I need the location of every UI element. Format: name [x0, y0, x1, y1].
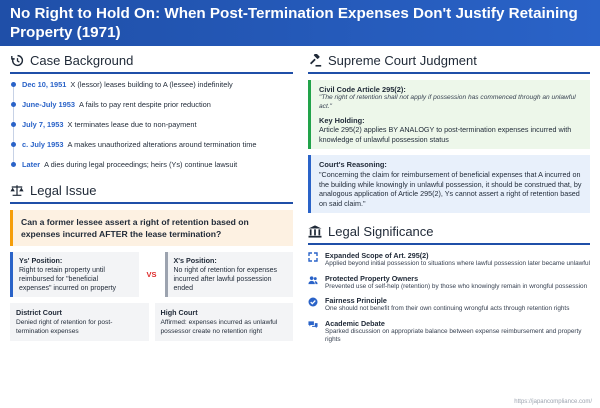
timeline-item	[22, 160, 293, 169]
timeline-date: Dec 10, 1951	[22, 80, 67, 89]
page-title: No Right to Hold On: When Post-Termination Expenses Don't Justify Retaining Property (1971)	[10, 5, 578, 41]
holding-text: Article 295(2) applies BY ANALOGY to post-termination expenses incurred with knowledge of unlawful possession status	[319, 125, 572, 144]
divider	[10, 72, 293, 74]
legal-question-box	[10, 210, 293, 246]
significance-item-text: Applied beyond initial possession to situations where lawful possession later became unlawful	[325, 260, 591, 268]
divider	[10, 202, 293, 204]
landmark-icon	[308, 224, 322, 238]
timeline-date: June-July 1953	[22, 100, 75, 109]
legal-question: Can a former lessee assert a right of retention based on expenses incurred AFTER the lease termination?	[21, 217, 249, 239]
high-court-box	[155, 303, 294, 341]
timeline-dot	[11, 122, 16, 127]
x-position-text: No right of retention for expenses incurred after lawful possession ended	[173, 267, 278, 292]
timeline-dot	[11, 162, 16, 167]
history-icon	[10, 53, 24, 67]
divider	[308, 72, 590, 74]
ys-position-title: Ys' Position:	[19, 256, 63, 265]
high-court-title: High Court	[160, 308, 198, 317]
significance-item-title: Protected Property Owners	[325, 273, 419, 283]
users-icon	[308, 275, 318, 285]
timeline-item	[22, 80, 293, 89]
case-background-title: Case Background	[30, 52, 134, 68]
timeline	[10, 80, 293, 169]
check-icon	[308, 297, 318, 307]
vs-label: VS	[146, 270, 157, 279]
timeline-dot	[11, 82, 16, 87]
significance-item	[308, 319, 590, 345]
significance-item-title: Expanded Scope of Art. 295(2)	[325, 251, 429, 261]
x-position-box	[165, 252, 294, 297]
timeline-item	[22, 120, 293, 129]
left-column	[10, 50, 293, 341]
holding-box	[308, 80, 590, 149]
case-background-header	[10, 50, 293, 70]
significance-item	[308, 274, 590, 291]
timeline-text: A fails to pay rent despite prior reduction	[79, 100, 211, 109]
significance-item-title: Academic Debate	[325, 318, 385, 328]
significance-item	[308, 251, 590, 268]
district-court-title: District Court	[16, 308, 62, 317]
article-label: Civil Code Article 295(2):	[319, 85, 406, 94]
chat-icon	[308, 320, 318, 330]
district-court-box	[10, 303, 149, 341]
reasoning-box	[308, 155, 590, 213]
ys-position-text: Right to retain property until reimbursed for "beneficial expenses" incurred on property	[19, 267, 117, 292]
holding-label: Key Holding:	[319, 116, 365, 125]
significance-item-text: One should not benefit from their own continuing wrongful acts through retention rights	[325, 305, 570, 313]
timeline-dot	[11, 142, 16, 147]
significance-item-text: Sparked discussion on appropriate balance between expense reimbursement and property rights	[325, 327, 582, 343]
high-court-text: Affirmed: expenses incurred as unlawful possessor create no retention right	[160, 319, 278, 335]
significance-item-title: Fairness Principle	[325, 296, 387, 306]
reasoning-text: "Concerning the claim for reimbursement of beneficial expenses that A incurred on the building while knowingly in unlawful possession, it should be construed that, by analogous application of Article 295(2), Ys cannot assert a right of retention based on said claim."	[319, 170, 582, 208]
right-column	[308, 50, 590, 349]
reasoning-label: Court's Reasoning:	[319, 160, 387, 169]
timeline-dot	[11, 102, 16, 107]
footer-url: https://japancompliance.com/	[514, 399, 592, 405]
scales-icon	[10, 183, 24, 197]
timeline-item	[22, 140, 293, 149]
judgment-header	[308, 50, 590, 70]
gavel-icon	[308, 53, 322, 67]
legal-issue-header	[10, 180, 293, 200]
article-quote: "The right of retention shall not apply if possession has commenced through an unlawful act."	[319, 94, 576, 110]
timeline-text: X terminates lease due to non-payment	[67, 120, 197, 129]
timeline-text: X (lessor) leases building to A (lessee) indefinitely	[70, 80, 233, 89]
timeline-text: A makes unauthorized alterations around termination time	[67, 140, 257, 149]
x-position-title: X's Position:	[173, 256, 217, 265]
significance-header	[308, 221, 590, 241]
ys-position-box	[10, 252, 139, 297]
timeline-item	[22, 100, 293, 109]
divider	[308, 243, 590, 245]
district-court-text: Denied right of retention for post-termination expenses	[16, 319, 113, 335]
timeline-text: A dies during legal proceedings; heirs (Ys) continue lawsuit	[44, 160, 238, 169]
significance-title: Legal Significance	[328, 223, 434, 239]
positions-row	[10, 252, 293, 297]
significance-item	[308, 296, 590, 313]
courts-row	[10, 303, 293, 341]
significance-item-text: Prevented use of self-help (retention) by those who knowingly remain in wrongful possession	[325, 282, 588, 290]
timeline-date: c. July 1953	[22, 140, 64, 149]
header-banner	[0, 0, 600, 46]
judgment-title: Supreme Court Judgment	[328, 52, 477, 68]
expand-icon	[308, 252, 318, 262]
timeline-date: July 7, 1953	[22, 120, 64, 129]
timeline-date: Later	[22, 160, 41, 169]
legal-issue-title: Legal Issue	[30, 182, 97, 198]
